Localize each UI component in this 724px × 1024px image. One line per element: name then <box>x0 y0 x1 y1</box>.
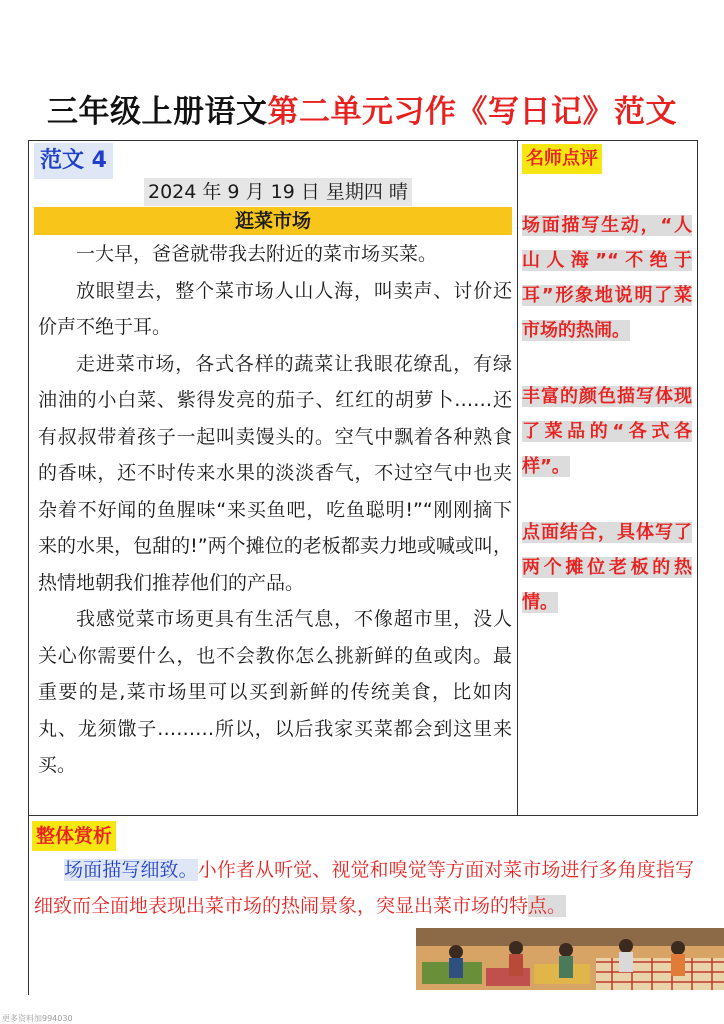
comment-item <box>522 379 692 484</box>
essay-paragraph: 我感觉菜市场更具有生活气息，不像超市里，没人关心你需要什么，也不会教你怎么挑新鲜的鱼或肉。最重要的是,菜市场里可以买到新鲜的传统美食，比如肉丸、龙须馓子………所以，以后我家买菜都会到这里来买。 <box>38 608 512 776</box>
overall-end: 点。 <box>528 895 567 917</box>
page-title-unit: 第二单元习作《写日记》范文 <box>267 94 677 130</box>
section-divider <box>28 815 698 816</box>
column-divider <box>517 140 518 816</box>
essay-date: 2024 年 9 月 19 日 星期四 晴 <box>144 178 412 206</box>
bottom-left-border <box>28 815 29 995</box>
comment-text: 点面结合，具体写了两个摊位老板的热情。 <box>522 522 692 613</box>
comment-item <box>522 208 692 348</box>
page-title <box>0 86 724 131</box>
illustration-graphic <box>416 928 724 990</box>
essay-paragraph: 放眼望去，整个菜市场人山人海，叫卖声、讨价还价声不绝于耳。 <box>38 279 512 338</box>
overall-body: 小作者从听觉、视觉和嗅觉等方面对菜市场进行多角度指写细致而全面地表现出菜市场的热闹景象，突显出菜市场的特 <box>34 859 694 917</box>
comment-item <box>522 515 692 620</box>
comments-heading: 名师点评 <box>522 144 602 174</box>
overall-lead: 场面描写细致。 <box>64 859 198 881</box>
comment-text: 丰富的颜色描写体现了菜品的“各式各样”。 <box>522 386 692 477</box>
essay-paragraph: 一大早，爸爸就带我去附近的菜市场买菜。 <box>76 243 438 265</box>
comment-text: 场面描写生动，“人山人海”“不绝于耳”形象地说明了菜市场的热闹。 <box>522 215 692 341</box>
overall-analysis <box>34 852 694 924</box>
overall-heading: 整体赏析 <box>32 821 116 851</box>
page-title-grade: 三年级上册语文 <box>47 94 268 130</box>
essay-title: 逛菜市场 <box>34 207 512 235</box>
watermark: 更多资料加994030 <box>2 1014 73 1023</box>
essay-body <box>38 236 512 784</box>
essay-paragraph: 走进菜市场，各式各样的蔬菜让我眼花缭乱，有绿油油的小白菜、紫得发亮的茄子、红红的胡萝卜……还有叔叔带着孩子一起叫卖馒头的。空气中飘着各种熟食的香味，还不时传来水果的淡淡香气，不过空气中也夹杂着不好闻的鱼腥味“来买鱼吧，吃鱼聪明!”“刚刚摘下来的水果，包甜的!”两个摊位的老板都卖力地或喊或叫，热情地朝我们推荐他们的产品。 <box>38 352 512 594</box>
essay-tag: 范文 4 <box>34 143 113 179</box>
market-crowd-illustration <box>416 928 724 990</box>
